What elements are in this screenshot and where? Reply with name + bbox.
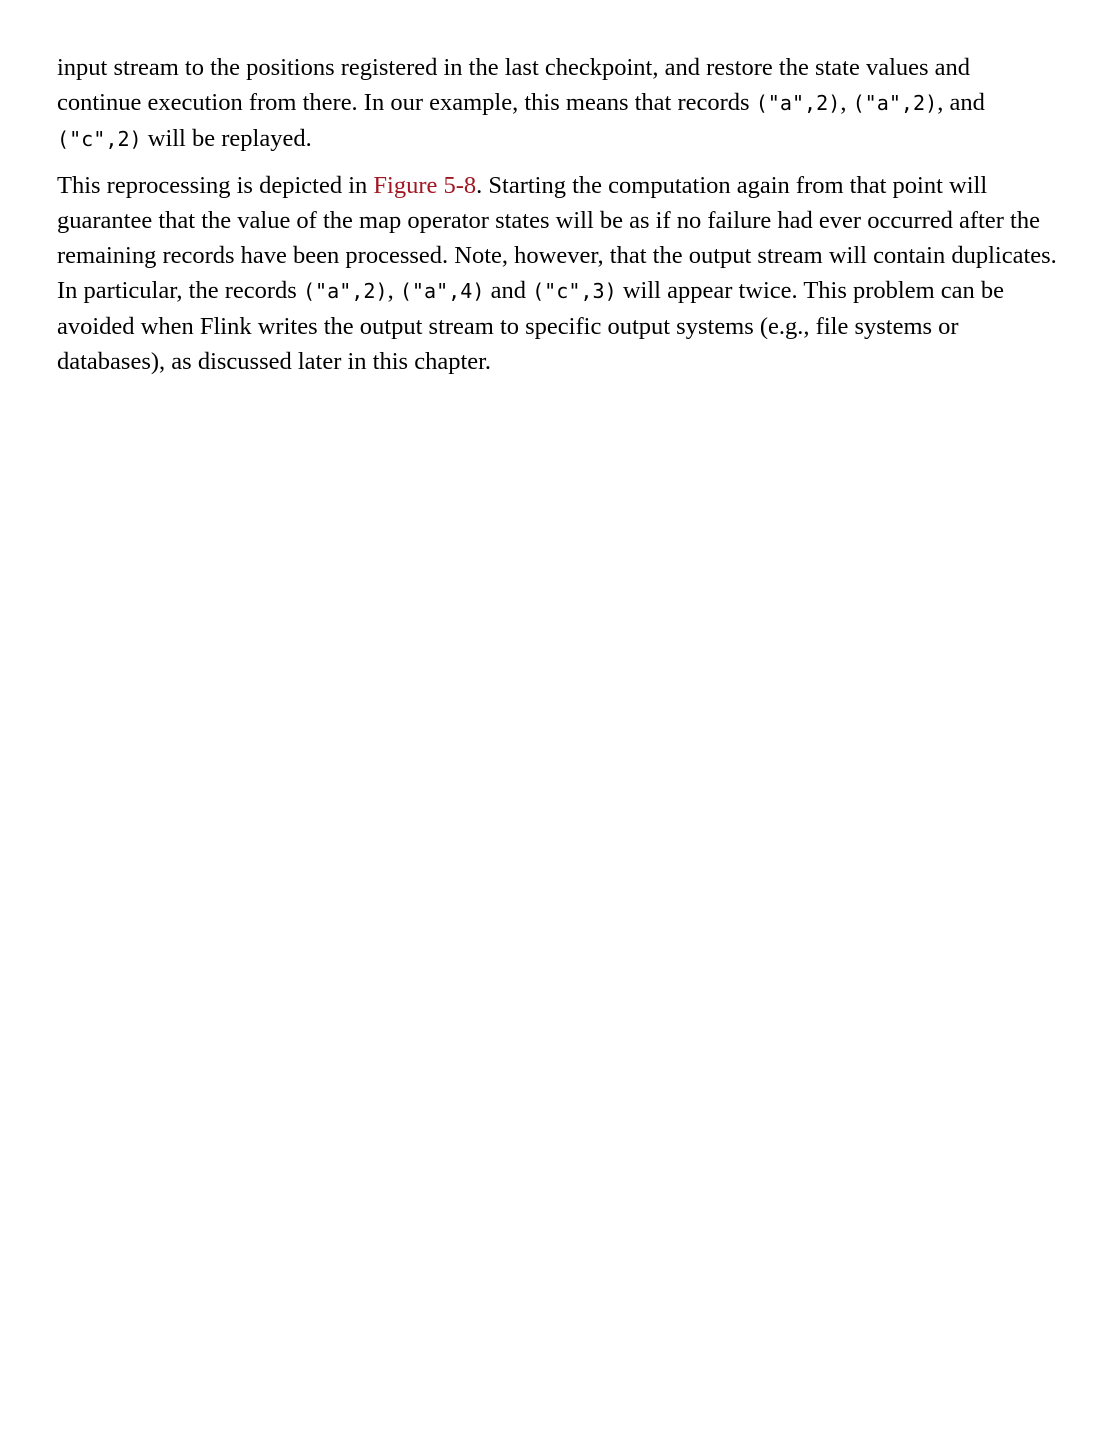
page-text-content xyxy=(57,50,1060,379)
body-text: This reprocessing is depicted in xyxy=(57,172,374,199)
body-text: , and xyxy=(937,89,985,116)
inline-code-literal: ("c",2) xyxy=(57,127,142,151)
body-text: , xyxy=(840,89,853,116)
inline-code-literal: ("c",3) xyxy=(532,279,617,303)
body-text: will appear twice. This problem can be avoided when Flink writes the output stream to specific output systems (e.g., file systems or databases), as discussed later in this chapter. xyxy=(57,277,1005,375)
body-text: and xyxy=(484,277,533,304)
inline-code-literal: ("a",2) xyxy=(852,91,938,115)
body-text: will be replayed. xyxy=(141,125,312,152)
paragraph xyxy=(57,50,1060,157)
inline-code-literal: ("a",4) xyxy=(399,279,485,303)
inline-code-literal: ("a",2) xyxy=(302,279,388,303)
body-text: , xyxy=(387,277,400,304)
inline-code-literal: ("a",2) xyxy=(755,91,841,115)
paragraph xyxy=(57,168,1060,379)
body-text: . Starting the computation again from that point will guarantee that the value of the map operator states will be as if no failure had ever occurred after the remaining records have been processed. Note, however, that the output stream will contain duplicates. In particular, the records xyxy=(57,172,1057,304)
body-text: input stream to the positions registered in the last checkpoint, and restore the state values and continue execution from there. In our example, this means that records xyxy=(57,54,971,116)
figure-5-8-link[interactable]: Figure 5-8 xyxy=(373,172,477,199)
